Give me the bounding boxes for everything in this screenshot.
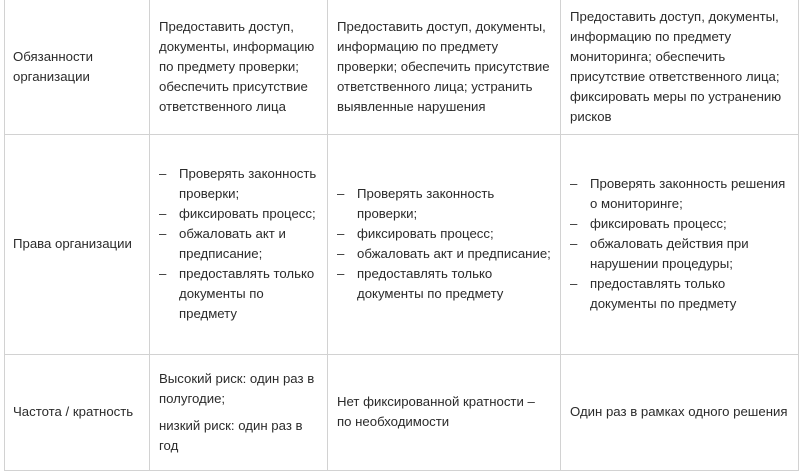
frequency-low-risk: низкий риск: один раз в год bbox=[159, 418, 303, 453]
list-item: – фиксировать процесс; bbox=[570, 214, 790, 234]
row-header-rights: Права организации bbox=[5, 135, 150, 355]
list-item: – обжаловать акт и предписание; bbox=[159, 224, 319, 264]
comparison-table bbox=[4, 0, 799, 471]
row-header-frequency: Частота / кратность bbox=[5, 355, 150, 471]
table-row-duties bbox=[5, 0, 799, 135]
rights-list bbox=[159, 164, 319, 324]
row-header-duties: Обязанности организации bbox=[5, 0, 150, 135]
list-item: – фиксировать процесс; bbox=[337, 224, 552, 244]
list-item: – предоставлять только документы по предмету bbox=[159, 264, 319, 324]
cell-rights-col3 bbox=[561, 135, 799, 355]
cell-rights-col2 bbox=[328, 135, 561, 355]
list-item: – предоставлять только документы по предмету bbox=[337, 264, 552, 304]
cell-rights-col1 bbox=[150, 135, 328, 355]
cell-duties-col1: Предоставить доступ, документы, информацию по предмету проверки; обеспечить присутствие ответственного лица bbox=[150, 0, 328, 135]
list-item: – Проверять законность решения о мониторинге; bbox=[570, 174, 790, 214]
cell-duties-col3: Предоставить доступ, документы, информацию по предмету мониторинга; обеспечить присутствие ответственного лица; фиксировать меры по устранению рисков bbox=[561, 0, 799, 135]
rights-list bbox=[570, 174, 790, 314]
cell-frequency-col3: Один раз в рамках одного решения bbox=[561, 355, 799, 471]
cell-frequency-col1 bbox=[150, 355, 328, 471]
list-item: – фиксировать процесс; bbox=[159, 204, 319, 224]
frequency-high-risk: Высокий риск: один раз в полугодие; bbox=[159, 371, 315, 406]
table-row-rights bbox=[5, 135, 799, 355]
list-item: – Проверять законность проверки; bbox=[337, 184, 552, 224]
list-item: – предоставлять только документы по предмету bbox=[570, 274, 790, 314]
cell-duties-col2: Предоставить доступ, документы, информацию по предмету проверки; обеспечить присутствие ответственного лица; устранить выявленные нарушения bbox=[328, 0, 561, 135]
cell-frequency-col2: Нет фиксированной кратности – по необходимости bbox=[328, 355, 561, 471]
list-item: – Проверять законность проверки; bbox=[159, 164, 319, 204]
list-item: – обжаловать акт и предписание; bbox=[337, 244, 552, 264]
table-row-frequency bbox=[5, 355, 799, 471]
rights-list bbox=[337, 184, 552, 304]
list-item: – обжаловать действия при нарушении процедуры; bbox=[570, 234, 790, 274]
